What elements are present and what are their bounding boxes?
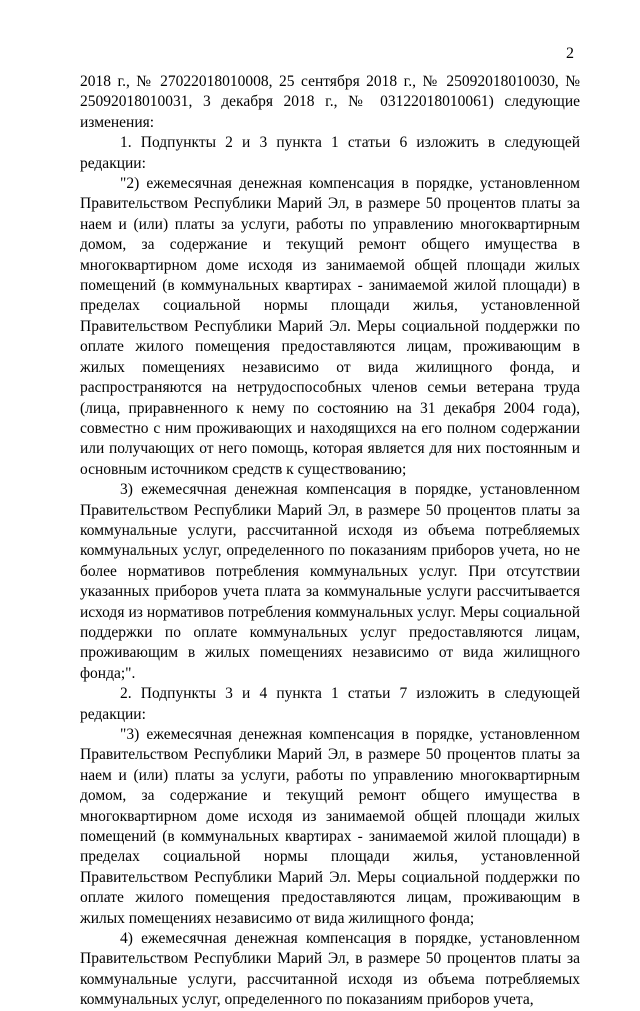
paragraph-subitem-4-art7: 4) ежемесячная денежная компенсация в порядке, установленном Правительством Республики Марий Эл, в размере 50 процентов платы за коммунальные услуги, рассчитанной исходя из объема потребляемых коммунальных услуг, определенного по показаниям приборов учета, <box>80 930 580 1009</box>
paragraph-subitem-3: 3) ежемесячная денежная компенсация в порядке, установленном Правительством Республики Марий Эл, в размере 50 процентов платы за коммунальные услуги, рассчитанной исходя из объема потребляемых коммунальных услуг, определенного по показаниям приборов учета, но не более нормативов потребления коммунальных услуг. При отсутствии указанных приборов учета плата за коммунальные услуги рассчитывается исходя из нормативов потребления коммунальных услуг. Меры социальной поддержки по оплате коммунальных услуг предоставляются лицам, проживающим в жилых помещениях независимо от вида жилищного фонда;". <box>80 481 580 682</box>
paragraph-subitem-2: "2) ежемесячная денежная компенсация в порядке, установленном Правительством Республики Марий Эл, в размере 50 процентов платы за наем и (или) платы за услуги, работы по управлению многоквартирным домом, за содержание и текущий ремонт общего имущества в многоквартирном доме исходя из занимаемой общей площади жилых помещений (в коммунальных квартирах - занимаемой жилой площади) в пределах социальной нормы площади жилья, установленной Правительством Республики Марий Эл. Меры социальной поддержки по оплате жилого помещения предоставляются лицам, проживающим в жилых помещениях независимо от вида жилищного фонда, и распространяются на нетрудоспособных членов семьи ветерана труда (лица, приравненного к нему по состоянию на 31 декабря 2004 года), совместно с ним проживающих и находящихся на его полном содержании или получающих от него помощь, которая является для них постоянным и основным источником средств к существованию; <box>80 175 580 478</box>
document-body <box>80 72 580 1011</box>
paragraph-item-2-heading: 2. Подпункты 3 и 4 пункта 1 статьи 7 изложить в следующей редакции: <box>80 685 580 723</box>
paragraph-intro: 2018 г., № 27022018010008, 25 сентября 2018 г., № 25092018010030, № 25092018010031, 3 декабря 2018 г., № 03122018010061) следующие изменения: <box>80 73 580 131</box>
page-number: 2 <box>566 45 574 62</box>
paragraph-subitem-3-art7: "3) ежемесячная денежная компенсация в порядке, установленном Правительством Республики Марий Эл, в размере 50 процентов платы за наем и (или) платы за услуги, работы по управлению многоквартирным домом, за содержание и текущий ремонт общего имущества в многоквартирном доме исходя из занимаемой общей площади жилых помещений (в коммунальных квартирах - занимаемой жилой площади) в пределах социальной нормы площади жилья, установленной Правительством Республики Марий Эл. Меры социальной поддержки по оплате жилого помещения предоставляются лицам, проживающим в жилых помещениях независимо от вида жилищного фонда; <box>80 726 580 927</box>
paragraph-item-1-heading: 1. Подпункты 2 и 3 пункта 1 статьи 6 изложить в следующей редакции: <box>80 134 580 172</box>
